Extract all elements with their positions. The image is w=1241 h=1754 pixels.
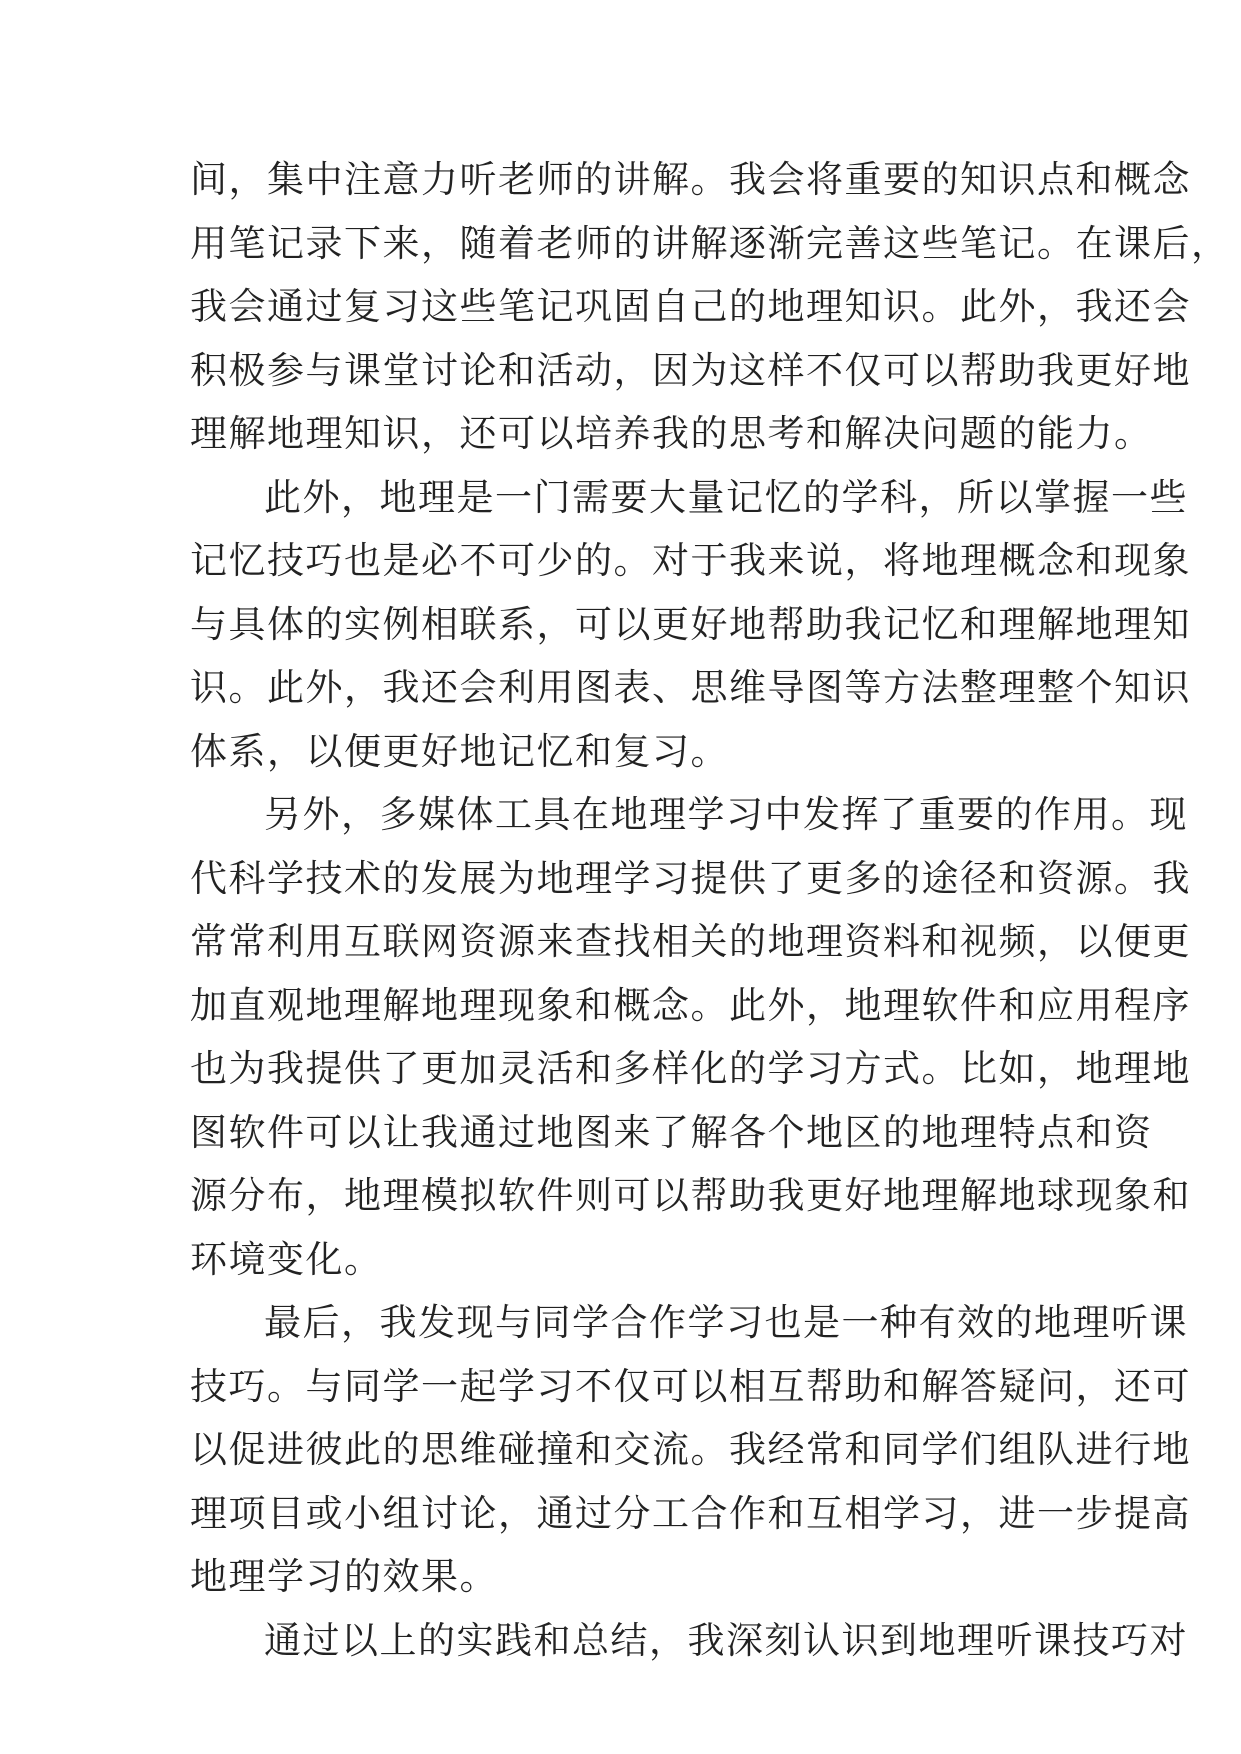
text-line: 以促进彼此的思维碰撞和交流。我经常和同学们组队进行地 (190, 1428, 1191, 1471)
text-line: 此外，地理是一门需要大量记忆的学科，所以掌握一些 (264, 475, 1188, 519)
text-line: 我会通过复习这些笔记巩固自己的地理知识。此外，我还会 (190, 285, 1191, 328)
text-line: 理项目或小组讨论，通过分工合作和互相学习，进一步提高 (190, 1491, 1191, 1535)
text-line: 环境变化。 (190, 1237, 383, 1281)
paragraph-3 (190, 783, 1191, 1291)
text-line: 也为我提供了更加灵活和多样化的学习方式。比如，地理地 (190, 1047, 1191, 1090)
text-line: 识。此外，我还会利用图表、思维导图等方法整理整个知识 (190, 666, 1191, 709)
text-line: 代科学技术的发展为地理学习提供了更多的途径和资源。我 (190, 856, 1191, 900)
text-line: 技巧。与同学一起学习不仅可以相互帮助和解答疑问，还可 (190, 1364, 1191, 1408)
text-line: 与具体的实例相联系，可以更好地帮助我记忆和理解地理知 (190, 602, 1191, 646)
paragraph-5 (190, 1609, 1188, 1673)
text-line: 源分布，地理模拟软件则可以帮助我更好地理解地球现象和 (190, 1174, 1191, 1217)
text-line: 另外，多媒体工具在地理学习中发挥了重要的作用。现 (264, 793, 1188, 836)
text-line: 用笔记录下来，随着老师的讲解逐渐完善这些笔记。在课后， (190, 221, 1230, 265)
text-line: 最后，我发现与同学合作学习也是一种有效的地理听课 (264, 1301, 1188, 1344)
text-line: 通过以上的实践和总结，我深刻认识到地理听课技巧对 (264, 1618, 1188, 1662)
paragraph-1 (190, 148, 1230, 466)
text-line: 记忆技巧也是必不可少的。对于我来说，将地理概念和现象 (190, 539, 1191, 582)
text-line: 间，集中注意力听老师的讲解。我会将重要的知识点和概念 (190, 158, 1191, 201)
text-line: 体系，以便更好地记忆和复习。 (190, 729, 729, 773)
paragraph-4 (190, 1291, 1191, 1609)
text-line: 理解地理知识，还可以培养我的思考和解决问题的能力。 (190, 412, 1153, 455)
text-line: 地理学习的效果。 (190, 1555, 498, 1598)
text-line: 常常利用互联网资源来查找相关的地理资料和视频，以便更 (190, 920, 1191, 963)
body-text (190, 148, 1230, 1672)
text-line: 积极参与课堂讨论和活动，因为这样不仅可以帮助我更好地 (190, 348, 1191, 392)
text-line: 加直观地理解地理现象和概念。此外，地理软件和应用程序 (190, 983, 1191, 1027)
text-line: 图软件可以让我通过地图来了解各个地区的地理特点和资 (190, 1110, 1153, 1154)
paragraph-2 (190, 466, 1191, 784)
